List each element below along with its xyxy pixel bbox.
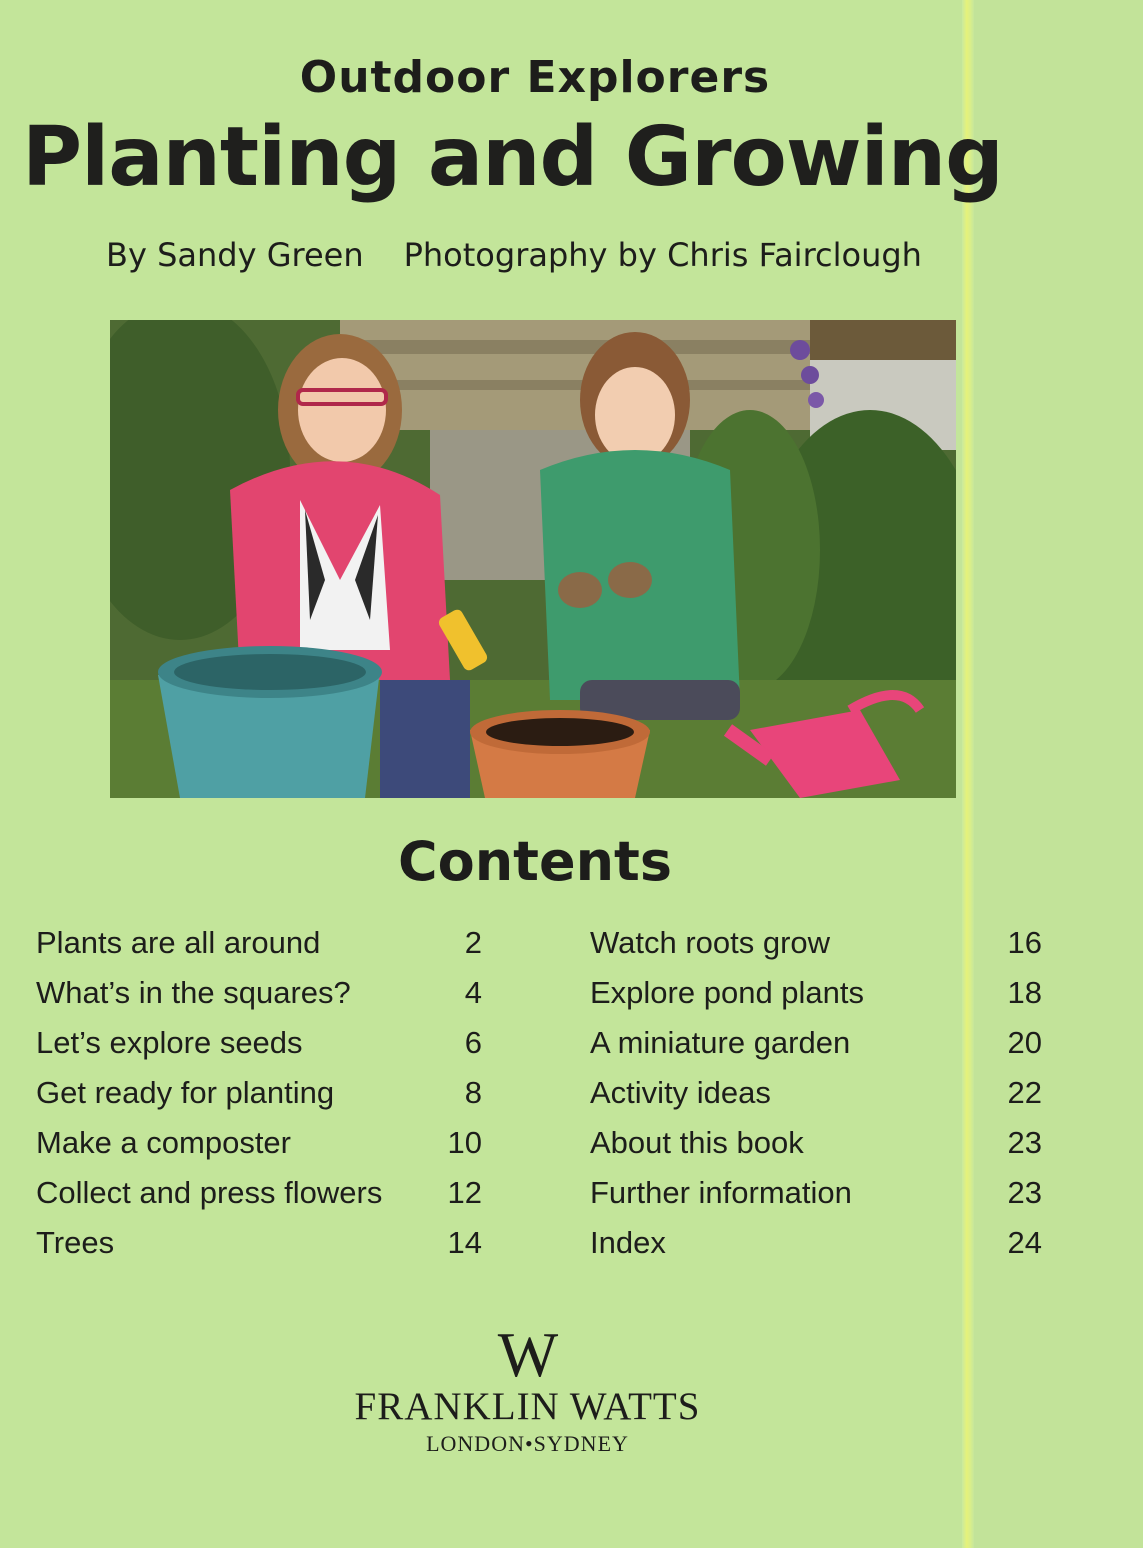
publisher-w-logo-icon xyxy=(0,1326,1055,1382)
toc-page: 14 xyxy=(447,1225,482,1260)
toc-page: 6 xyxy=(464,1025,482,1060)
toc-item[interactable] xyxy=(590,975,1042,1025)
author-credit: By Sandy Green xyxy=(106,236,364,274)
svg-text:W: W xyxy=(497,1326,558,1382)
toc-page: 8 xyxy=(464,1075,482,1110)
toc-item[interactable] xyxy=(590,1175,1042,1225)
toc-label: Let’s explore seeds xyxy=(36,1025,303,1060)
toc-item[interactable] xyxy=(590,1125,1042,1175)
toc-label: Make a composter xyxy=(36,1125,291,1160)
toc-item[interactable] xyxy=(590,925,1042,975)
toc-item[interactable] xyxy=(590,1225,1042,1275)
toc-page: 22 xyxy=(1007,1075,1042,1110)
photographer-credit: Photography by Chris Fairclough xyxy=(403,236,922,274)
toc-item[interactable] xyxy=(36,925,482,975)
children-planting-photo-icon xyxy=(110,320,956,798)
toc-label: Watch roots grow xyxy=(590,925,831,960)
toc-page: 24 xyxy=(1007,1225,1042,1260)
toc-label: Activity ideas xyxy=(590,1075,771,1110)
toc-label: What’s in the squares? xyxy=(36,975,351,1010)
toc-page: 10 xyxy=(447,1125,482,1160)
toc-item[interactable] xyxy=(590,1075,1042,1125)
toc-label: Plants are all around xyxy=(36,925,321,960)
toc-item[interactable] xyxy=(36,975,482,1025)
toc-page: 23 xyxy=(1007,1175,1042,1210)
toc-item[interactable] xyxy=(36,1175,482,1225)
book-title: Planting and Growing xyxy=(22,110,1003,205)
toc-page: 23 xyxy=(1007,1125,1042,1160)
toc-label: Index xyxy=(590,1225,666,1260)
toc-item[interactable] xyxy=(36,1075,482,1125)
contents-heading: Contents xyxy=(397,830,672,893)
cover-photo xyxy=(110,320,956,798)
toc-page: 20 xyxy=(1007,1025,1042,1060)
series-title: Outdoor Explorers xyxy=(299,52,771,103)
toc-item[interactable] xyxy=(36,1025,482,1075)
publisher-location: LONDON•SYDNEY xyxy=(426,1431,629,1456)
toc-label: Get ready for planting xyxy=(36,1075,335,1110)
toc-item[interactable] xyxy=(590,1025,1042,1075)
publisher-name: FRANKLIN WATTS xyxy=(354,1385,701,1428)
toc-label: Further information xyxy=(590,1175,852,1210)
contents-list-left xyxy=(36,925,482,1275)
toc-item[interactable] xyxy=(36,1225,482,1275)
credits-line xyxy=(106,236,986,274)
toc-label: Trees xyxy=(36,1225,115,1260)
toc-page: 16 xyxy=(1007,925,1042,960)
toc-label: Collect and press flowers xyxy=(36,1175,383,1210)
toc-label: A miniature garden xyxy=(590,1025,851,1060)
toc-page: 2 xyxy=(464,925,482,960)
toc-page: 12 xyxy=(447,1175,482,1210)
contents-list-right xyxy=(590,925,1042,1275)
book-spine-edge xyxy=(962,0,974,1548)
publisher-logo xyxy=(0,1326,1055,1457)
toc-label: About this book xyxy=(590,1125,804,1160)
toc-item[interactable] xyxy=(36,1125,482,1175)
toc-page: 18 xyxy=(1007,975,1042,1010)
toc-label: Explore pond plants xyxy=(590,975,865,1010)
toc-page: 4 xyxy=(464,975,482,1010)
back-cover-strip xyxy=(974,0,1143,1548)
